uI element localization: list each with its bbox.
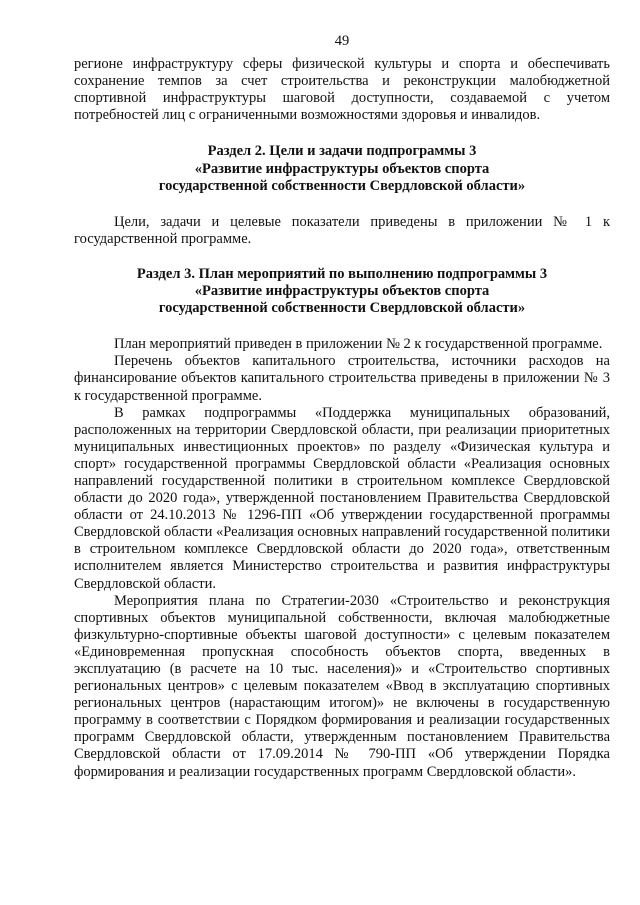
section-2-heading-line-1: Раздел 2. Цели и задачи подпрограммы 3 [207, 143, 477, 160]
section-2-heading-line-3: государственной собственности Свердловской области» [158, 177, 526, 194]
section-3-heading-line-1: Раздел 3. План мероприятий по выполнению подпрограммы 3 [136, 265, 548, 282]
section-2-heading [74, 143, 610, 194]
page-number: 49 [334, 33, 350, 49]
section-3-paragraph-2: Перечень объектов капитального строительства, источники расходов на финансирование объектов капитального строительства приведены в приложении № 3 к государственной программе. [74, 353, 610, 404]
section-3-heading [74, 266, 610, 317]
section-2-heading-line-2: «Развитие инфраструктуры объектов спорта [194, 160, 490, 177]
section-2-paragraph-1: Цели, задачи и целевые показатели приведены в приложении № 1 к государственной программе. [74, 213, 610, 247]
intro-paragraph: регионе инфраструктуру сферы физической культуры и спорта и обеспечивать сохранение темпов за счет строительства и реконструкции малобюджетной спортивной инфраструктуры шаговой доступности, создаваемой с учетом потребностей лиц с ограниченными возможностями здоровья и инвалидов. [74, 56, 610, 124]
section-3-paragraph-3: В рамках подпрограммы «Поддержка муниципальных образований, расположенных на территории Свердловской области, при реализации приоритетных муниципальных инвестиционных проектов» по разделу «Физическая культура и спорт» государственной программы Свердловской области «Реализация основных направлений государственной политики в строительном комплексе Свердловской области до 2020 года», утвержденной постановлением Правительства Свердловской области от 24.10.2013 № 1296-ПП «Об утверждении государственной программы Свердловской области «Реализация основных направлений государственной политики в строительном комплексе Свердловской области до 2020 года», ответственным исполнителем является Министерство строительства и развития инфраструктуры Свердловской области. [74, 404, 610, 592]
section-3-paragraph-1: План мероприятий приведен в приложении № 2 к государственной программе. [114, 336, 603, 353]
section-3-heading-line-3: государственной собственности Свердловской области» [158, 300, 526, 317]
section-3-heading-line-2: «Развитие инфраструктуры объектов спорта [194, 283, 490, 300]
section-3-paragraph-4: Мероприятия плана по Стратегии-2030 «Строительство и реконструкция спортивных объектов муниципальной собственности, включая малобюджетные физкультурно-спортивные объекты шаговой доступности» с целевым показателем «Единовременная пропускная способность объектов спорта, введенных в эксплуатацию (в расчете на 10 тыс. населения)» и «Строительство спортивных региональных центров» с целевым показателем «Ввод в эксплуатацию спортивных региональных центров (нарастающим итогом)» не включены в государственную программу в соответствии с Порядком формирования и реализации государственных программ Свердловской области, утвержденным постановлением Правительства Свердловской области от 17.09.2014 № 790-ПП «Об утверждении Порядка формирования и реализации государственных программ Свердловской области». [74, 592, 610, 780]
